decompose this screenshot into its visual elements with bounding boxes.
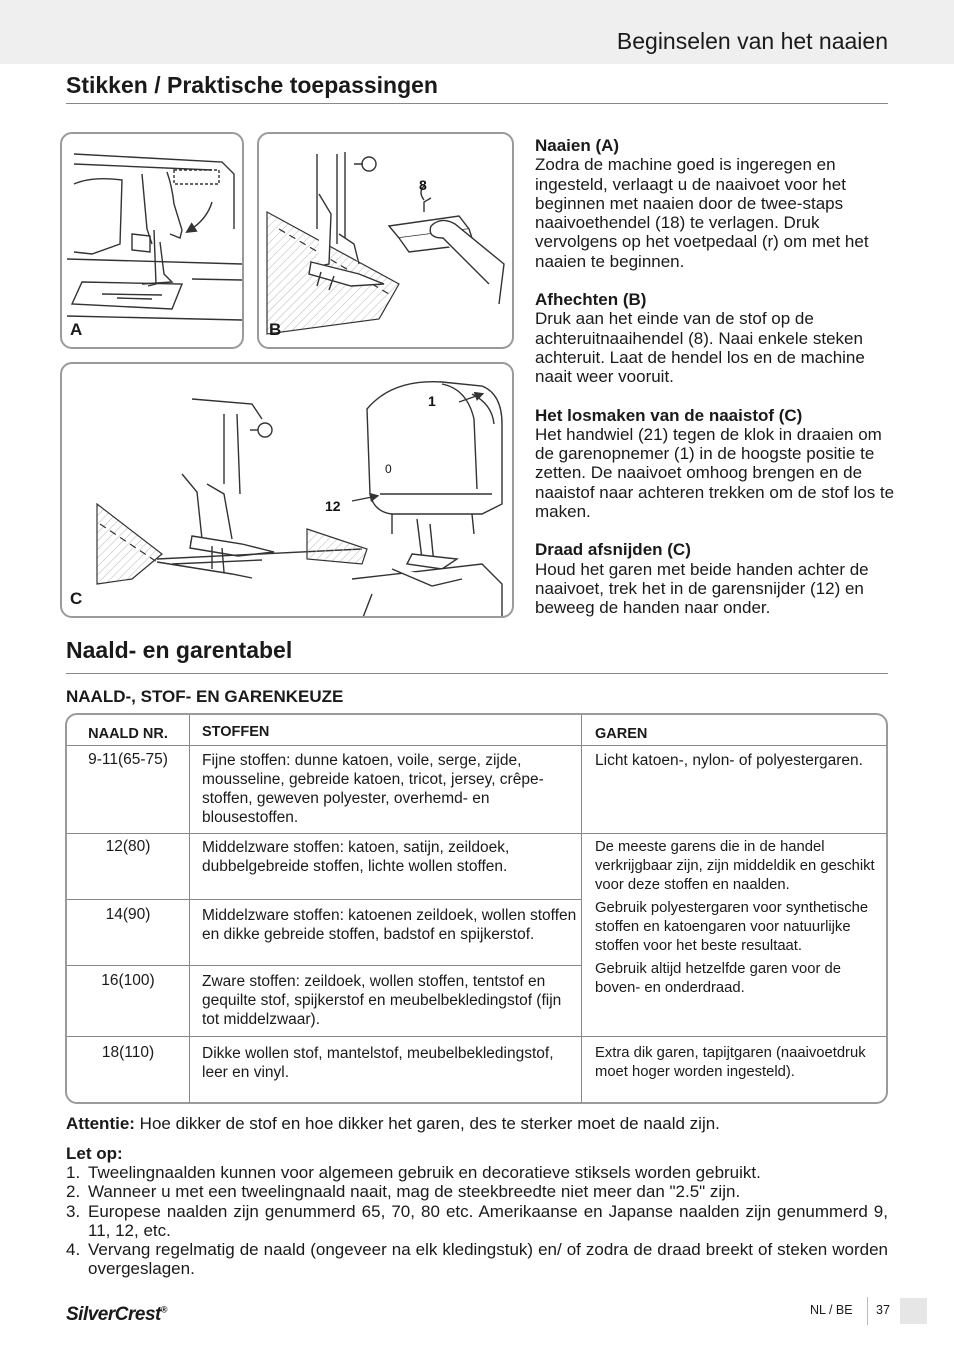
fabric-cell: Dikke wollen stof, mantelstof, meubelbekledingstof, leer en vinyl. xyxy=(202,1045,554,1081)
attention-text: Hoe dikker de stof en hoe dikker het garen, des te sterker moet de naald zijn. xyxy=(134,1114,720,1133)
notes-list xyxy=(66,1163,888,1279)
thread-cell: Licht katoen-, nylon- of polyestergaren. xyxy=(595,752,863,769)
instruction-text: Het handwiel (21) tegen de klok in draaien om de garenopnemer (1) in de hoogste positie te zetten. De naaivoet omhoog brengen en de naaistof naar achteren trekken om de stof los te maken. xyxy=(535,424,895,522)
instruction-backstitch xyxy=(535,290,895,386)
fabric-cell: Zware stoffen: zeildoek, wollen stoffen, tentstof en gequilte stof, spijkerstof en meubelbekledingstof (fijn tot middelzwaar). xyxy=(202,973,562,1028)
list-item xyxy=(66,1182,888,1201)
svg-text:0: 0 xyxy=(385,462,392,476)
figure-b-illustration xyxy=(259,134,514,349)
fabric-cell: Middelzware stoffen: katoen, satijn, zeildoek, dubbelgebreide stoffen, lichte wollen stoffen. xyxy=(202,839,510,875)
list-number: 1. xyxy=(66,1163,81,1182)
fabric-cell: Middelzware stoffen: katoenen zeildoek, wollen stoffen en dikke gebreide stoffen, badstof en spijkerstof. xyxy=(202,907,577,943)
callout-12: 12 xyxy=(325,498,341,514)
list-number: 3. xyxy=(66,1201,81,1221)
instruction-cut-thread xyxy=(535,540,895,617)
table-divider xyxy=(189,715,190,1104)
needle-cell: 16(100) xyxy=(101,972,155,989)
letop-label: Let op: xyxy=(66,1144,123,1163)
header-thread: GAREN xyxy=(595,726,648,742)
needle-cell: 12(80) xyxy=(105,838,151,855)
registered-mark: ® xyxy=(160,1304,167,1315)
attention-label: Attentie: xyxy=(66,1114,135,1133)
list-item xyxy=(66,1240,888,1279)
figure-a xyxy=(60,132,244,349)
list-number: 4. xyxy=(66,1240,81,1260)
figure-b xyxy=(257,132,514,349)
table-subtitle: NAALD-, STOF- EN GARENKEUZE xyxy=(66,687,344,706)
thread-cell-merged xyxy=(595,838,880,1002)
needle-thread-table xyxy=(65,713,888,1104)
table-divider xyxy=(67,745,887,746)
attention-note xyxy=(66,1114,888,1133)
instruction-title: Afhechten (B) xyxy=(535,290,647,310)
needle-cell: 18(110) xyxy=(101,1044,155,1061)
section-rule xyxy=(66,673,888,674)
thread-note: Gebruik polyestergaren voor synthetische stoffen en katoengaren voor natuurlijke stoffen voor het beste resultaat. xyxy=(595,900,869,954)
table-divider xyxy=(67,899,581,900)
instructions-column xyxy=(535,136,895,637)
figure-c xyxy=(60,362,514,618)
section-title-needle-table: Naald- en garentabel xyxy=(66,637,293,663)
brand-name: SilverCrest xyxy=(66,1304,161,1325)
instruction-text: Druk aan het einde van de stof op de achteruitnaaihendel (8). Naai enkele steken achteruit. Laat de hendel los en de machine naait weer vooruit. xyxy=(535,309,865,387)
instruction-title: Draad afsnijden (C) xyxy=(535,540,691,560)
section-title-stitching: Stikken / Praktische toepassingen xyxy=(66,72,438,98)
page-number: 37 xyxy=(876,1303,890,1317)
footer-language: NL / BE xyxy=(810,1303,853,1317)
instruction-text: Zodra de machine goed is ingeregen en ingesteld, verlaagt u de naaivoet voor het beginnen met naaien door de twee-staps naaivoethendel (18) te verlagen. Druk vervolgens op het voetpedaal (r) om met het naaien te beginnen. xyxy=(535,155,869,271)
fabric-cell: Fijne stoffen: dunne katoen, voile, serge, zijde, mousseline, gebreide katoen, tricot, jersey, crêpe-stoffen, geweven polyester, overhemd- en blousestoffen. xyxy=(202,752,544,826)
table-divider xyxy=(67,833,887,834)
header-fabric: STOFFEN xyxy=(202,724,270,740)
instruction-title: Het losmaken van de naaistof (C) xyxy=(535,405,803,425)
instruction-text: Houd het garen met beide handen achter de naaivoet, trek het in de garensnijder (12) en beweeg de handen naar onder. xyxy=(535,559,869,618)
callout-1: 1 xyxy=(428,393,436,409)
section-rule xyxy=(66,103,888,104)
page-header-title: Beginselen van het naaien xyxy=(616,28,888,54)
callout-8: 8 xyxy=(419,177,427,193)
list-text: Vervang regelmatig de naald (ongeveer na elk kledingstuk) en/ of zodra de draad breekt of steken worden overgeslagen. xyxy=(88,1240,888,1279)
footer-tab-box xyxy=(900,1298,927,1324)
thread-note: De meeste garens die in de handel verkrijgbaar zijn, zijn middeldik en geschikt voor deze stoffen en naalden. xyxy=(595,839,875,893)
table-divider xyxy=(67,965,581,966)
instruction-sewing xyxy=(535,136,895,271)
table-divider xyxy=(67,1036,887,1037)
figure-b-label: B xyxy=(269,320,282,339)
list-number: 2. xyxy=(66,1182,81,1202)
thread-note: Gebruik altijd hetzelfde garen voor de boven- en onderdraad. xyxy=(595,961,841,996)
figure-a-illustration xyxy=(62,134,244,349)
figure-a-label: A xyxy=(70,320,83,339)
list-text: Wanneer u met een tweelingnaald naait, mag de steekbreedte niet meer dan "2.5" zijn. xyxy=(88,1182,741,1202)
thread-cell: Extra dik garen, tapijtgaren (naaivoetdruk moet hoger worden ingesteld). xyxy=(595,1045,866,1080)
header-needle: NAALD NR. xyxy=(88,726,168,742)
needle-cell: 14(90) xyxy=(105,906,151,923)
footer-separator xyxy=(867,1297,868,1325)
figure-c-label: C xyxy=(70,589,83,608)
instruction-title: Naaien (A) xyxy=(535,136,620,155)
instruction-release-fabric xyxy=(535,406,895,522)
list-item xyxy=(66,1202,888,1241)
list-text: Europese naalden zijn genummerd 65, 70, 80 etc. Amerikaanse en Japanse naalden zijn genummerd 9, 11, 12, etc. xyxy=(88,1201,888,1240)
list-text: Tweelingnaalden kunnen voor algemeen gebruik en decoratieve stiksels worden gebruikt. xyxy=(88,1163,761,1182)
brand-logo xyxy=(66,1304,167,1326)
figure-c-illustration xyxy=(62,364,514,618)
needle-cell: 9-11(65-75) xyxy=(88,751,168,768)
list-item xyxy=(66,1163,888,1182)
